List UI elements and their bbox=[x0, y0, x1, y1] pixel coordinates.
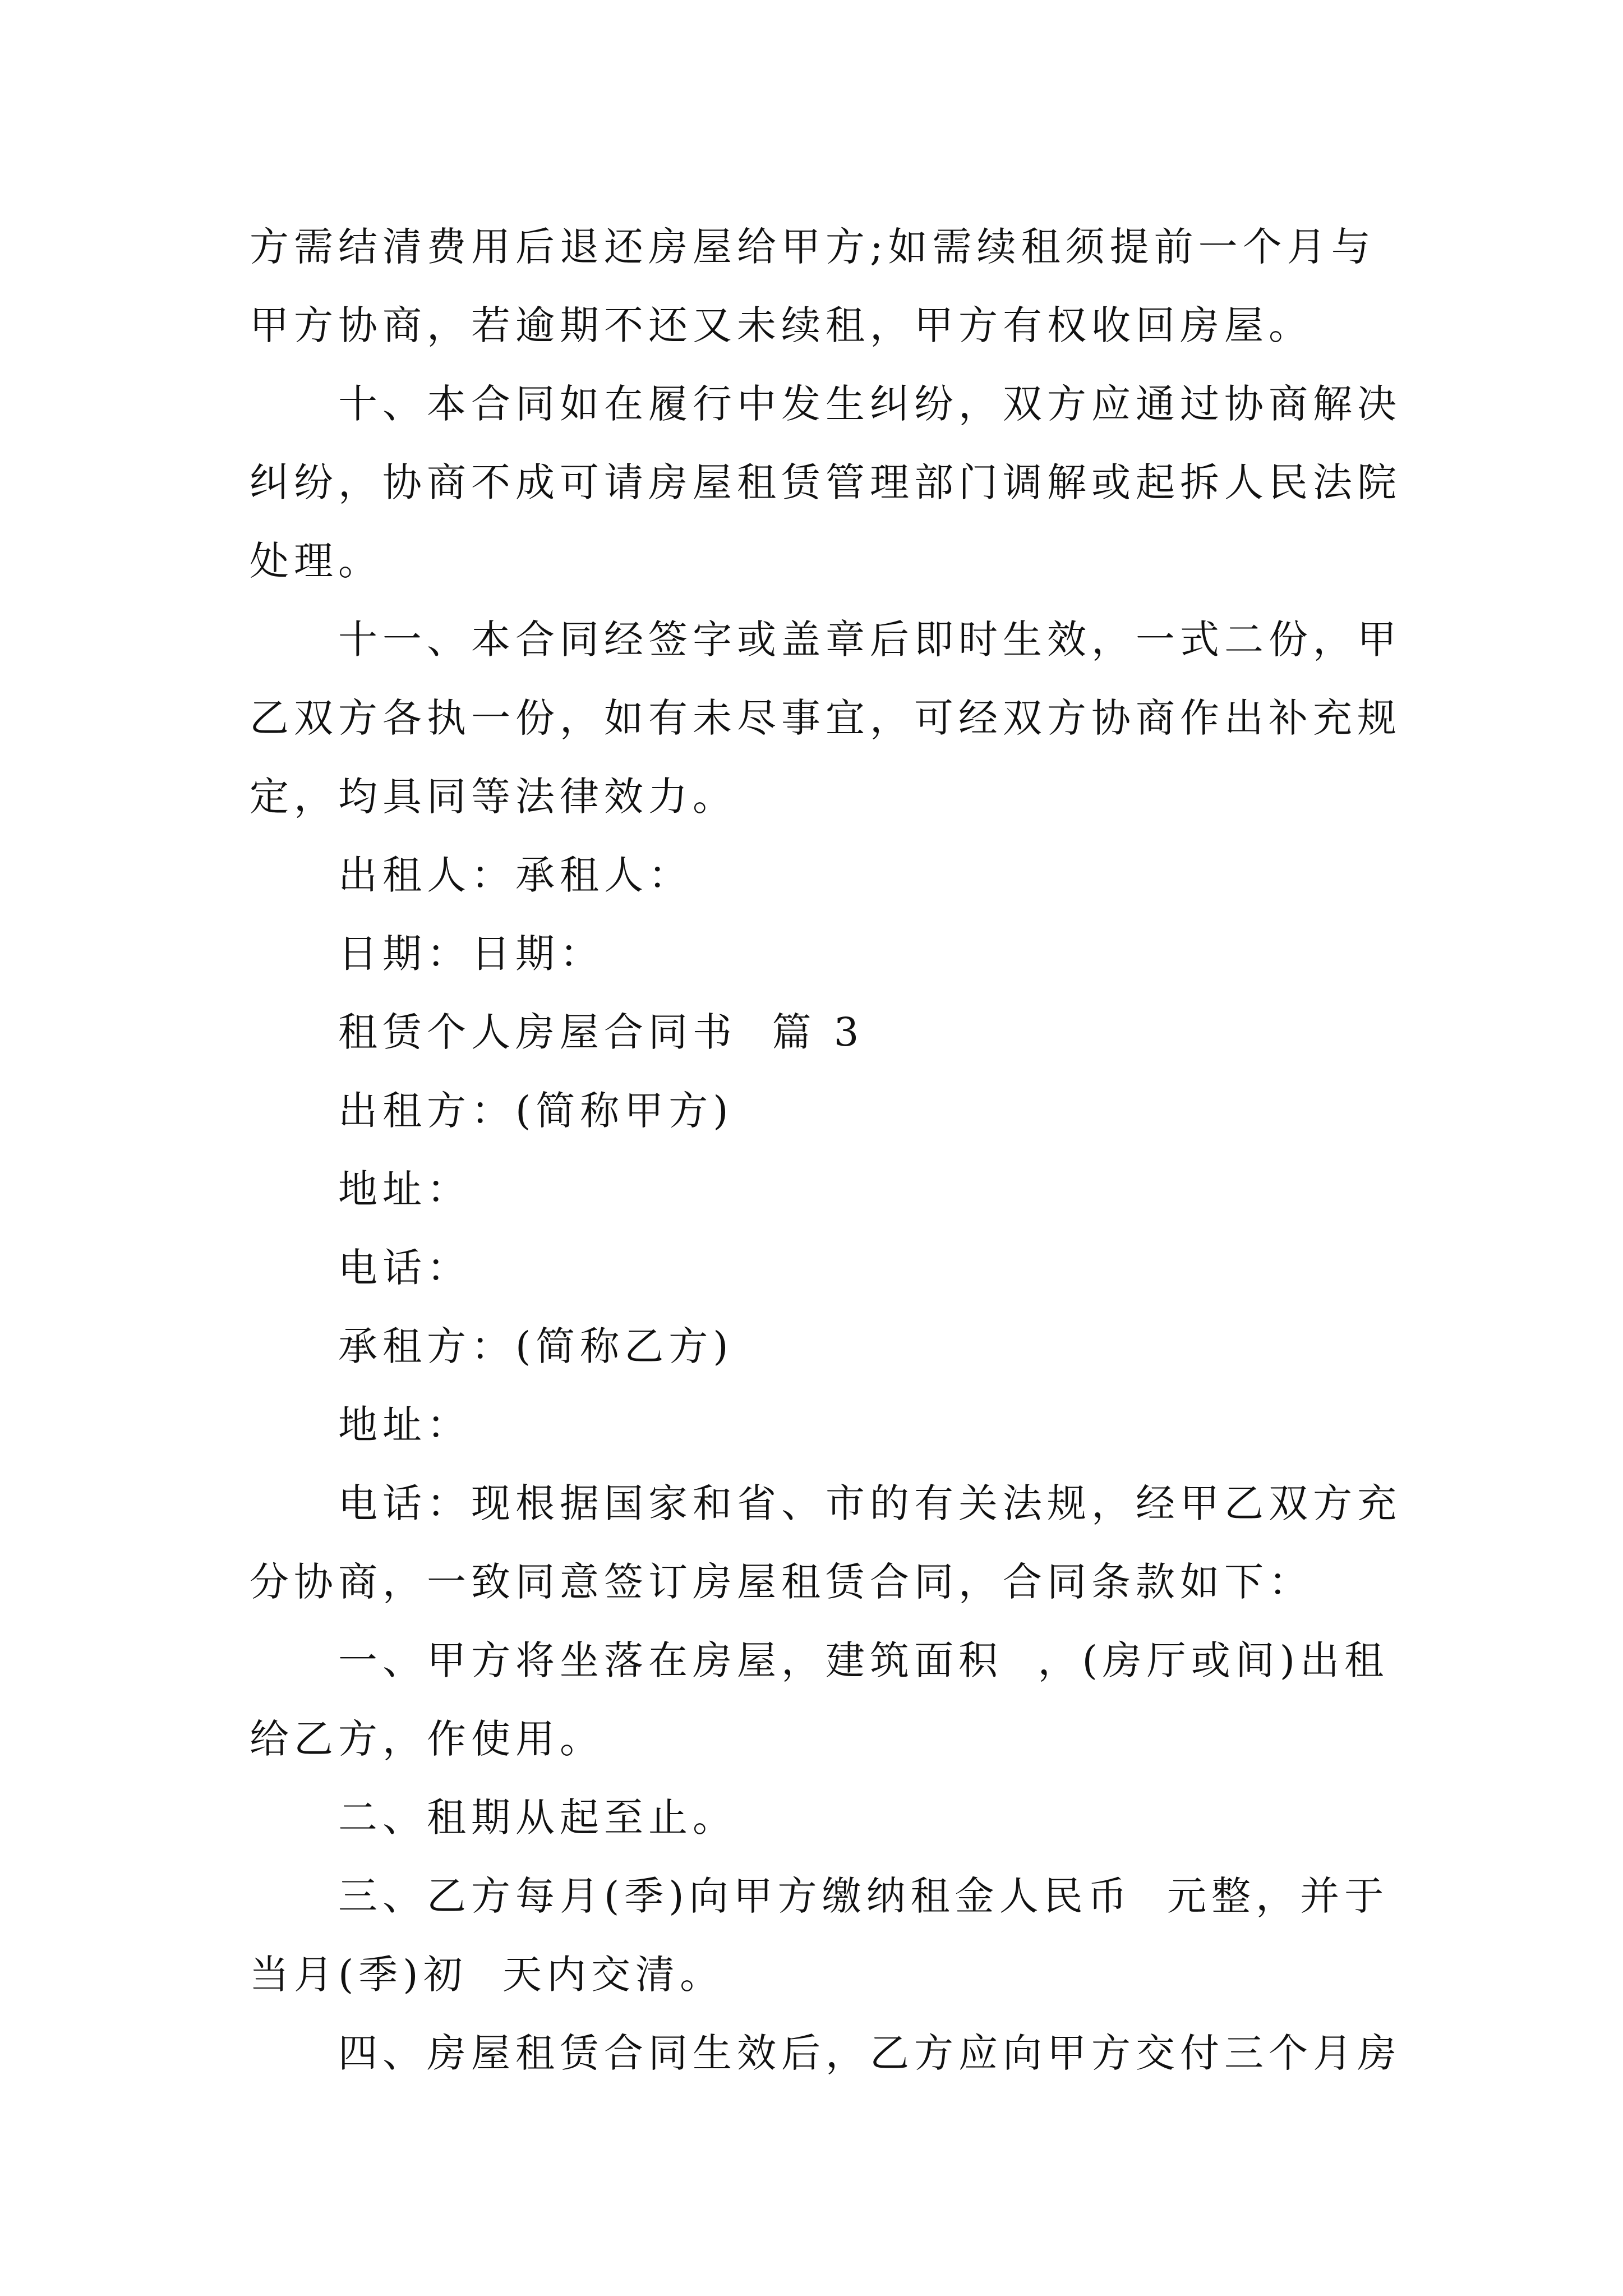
lessor-phone-field bbox=[250, 1228, 1394, 1307]
paragraph-clause-11 bbox=[250, 600, 1401, 836]
lessee-phone-preamble bbox=[250, 1464, 1401, 1621]
signature-parties-line bbox=[250, 836, 1394, 914]
signature-date-line bbox=[250, 914, 1394, 993]
paragraph-clause-4 bbox=[250, 2014, 1401, 2092]
lessee-field bbox=[250, 1307, 1394, 1386]
paragraph-clause-3 bbox=[250, 1857, 1394, 2014]
text-line: 乙双方各执一份，如有未尽事宜，可经双方协商作出补充规 bbox=[250, 695, 1401, 741]
paragraph-clause-1 bbox=[250, 1621, 1394, 1778]
text-line: 甲方协商，若逾期不还又未续租，甲方有权收回房屋。 bbox=[250, 302, 1313, 348]
section-title bbox=[250, 993, 1394, 1071]
text-line: 十、本合同如在履行中发生纠纷，双方应通过协商解决 bbox=[338, 381, 1401, 427]
text-line: 定，均具同等法律效力。 bbox=[250, 774, 737, 820]
text-line: 方需结清费用后退还房屋给甲方;如需续租须提前一个月与 bbox=[250, 224, 1376, 270]
text-line: 四、房屋租赁合同生效后，乙方应向甲方交付三个月房 bbox=[338, 2030, 1401, 2076]
lessor-address-field bbox=[250, 1150, 1394, 1228]
text-line: 处理。 bbox=[250, 538, 382, 584]
text-line: 当月(季)初 天内交清。 bbox=[250, 1952, 725, 1998]
text-line: 租赁个人房屋合同书 篇 3 bbox=[338, 1009, 864, 1055]
paragraph-clause-10 bbox=[250, 365, 1401, 600]
lessee-address-field bbox=[250, 1386, 1394, 1464]
text-line: 分协商，一致同意签订房屋租赁合同，合同条款如下： bbox=[250, 1559, 1313, 1605]
text-line: 纠纷，协商不成可请房屋租赁管理部门调解或起拆人民法院 bbox=[250, 459, 1401, 505]
document-body bbox=[250, 208, 1401, 2092]
text-line: 电话：现根据国家和省、市的有关法规，经甲乙双方充 bbox=[338, 1480, 1401, 1526]
text-line: 电话： bbox=[338, 1245, 471, 1291]
text-line: 二、租期从起至止。 bbox=[338, 1795, 737, 1841]
lessor-field bbox=[250, 1071, 1394, 1150]
text-line: 出租人：承租人： bbox=[338, 852, 693, 898]
text-line: 十一、本合同经签字或盖章后即时生效，一式二份，甲 bbox=[338, 616, 1401, 662]
text-line: 三、乙方每月(季)向甲方缴纳租金人民币 元整，并于 bbox=[338, 1873, 1389, 1919]
text-line: 地址： bbox=[338, 1166, 471, 1212]
text-line: 承租方：(简称乙方) bbox=[338, 1323, 734, 1369]
paragraph-clause-2 bbox=[250, 1778, 1394, 1857]
paragraph-continuation bbox=[250, 208, 1394, 365]
text-line: 出租方：(简称甲方) bbox=[338, 1088, 734, 1134]
text-line: 日期：日期： bbox=[338, 931, 604, 977]
text-line: 给乙方，作使用。 bbox=[250, 1716, 604, 1762]
text-line: 地址： bbox=[338, 1402, 471, 1448]
text-line: 一、甲方将坐落在房屋，建筑面积 ，(房厅或间)出租 bbox=[338, 1637, 1389, 1683]
